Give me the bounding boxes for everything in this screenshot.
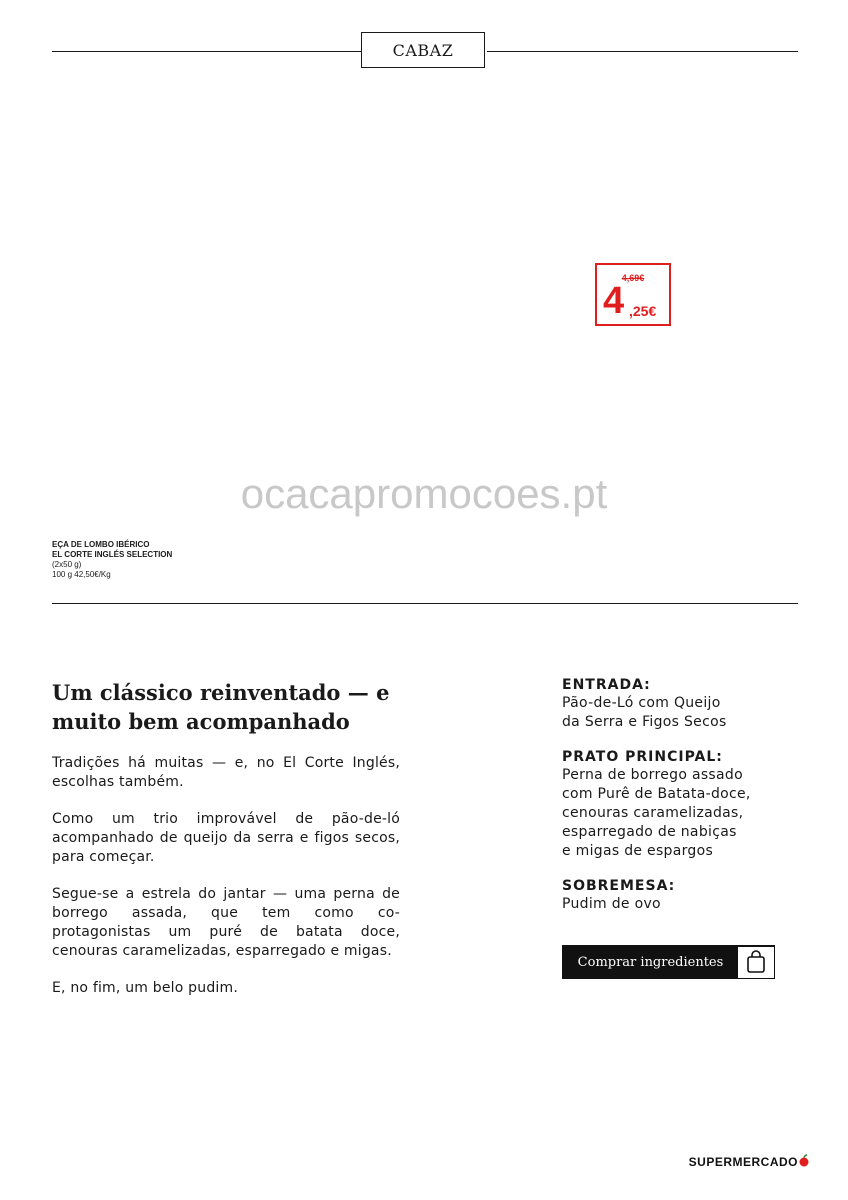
menu-main-items xyxy=(562,766,802,861)
header-rule-left xyxy=(52,51,361,52)
menu-main-heading: PRATO PRINCIPAL: xyxy=(562,749,723,765)
menu-starter-heading: ENTRADA: xyxy=(562,677,651,693)
buy-ingredients-button[interactable] xyxy=(562,945,775,979)
product-name-line2: EL CORTE INGLÉS SELECTION xyxy=(52,550,173,559)
section-divider xyxy=(52,603,798,604)
new-price-decimal: ,25€ xyxy=(629,303,657,319)
article-paragraph: E, no fim, um belo pudim. xyxy=(52,980,238,996)
menu-dessert-items xyxy=(562,895,802,914)
menu-line: esparregado de nabiças xyxy=(562,824,737,840)
section-tag: CABAZ xyxy=(361,32,485,68)
menu-dessert-heading: SOBREMESA: xyxy=(562,878,676,894)
article-body xyxy=(52,754,400,1016)
menu-line: da Serra e Figos Secos xyxy=(562,714,727,730)
product-pack: (2x50 g) xyxy=(52,560,82,569)
apple-icon xyxy=(798,1154,810,1170)
header-rule-right xyxy=(487,51,798,52)
supermercado-logo xyxy=(689,1154,810,1170)
menu-line: cenouras caramelizadas, xyxy=(562,805,744,821)
new-price-integer: 4 xyxy=(603,280,625,322)
price-tag xyxy=(595,263,671,326)
article-headline: Um clássico reinventado — e muito bem acompanhado xyxy=(52,680,390,734)
article-paragraph: Segue-se a estrela do jantar — uma perna de borrego assada, que tem como co-protagonistas um puré de batata doce, cenouras caramelizadas, esparregado e migas. xyxy=(52,886,400,959)
article-paragraph: Tradições há muitas — e, no El Corte Inglés, escolhas também. xyxy=(52,755,400,790)
menu-line: Pão-de-Ló com Queijo xyxy=(562,695,721,711)
buy-ingredients-label: Comprar ingredientes xyxy=(577,954,724,970)
watermark: ocacapromocoes.pt xyxy=(240,470,608,517)
menu-list xyxy=(562,676,802,930)
menu-line: Pudim de ovo xyxy=(562,896,661,912)
menu-line: e migas de espargos xyxy=(562,843,714,859)
menu-starter-items xyxy=(562,694,802,732)
menu-line: Perna de borrego assado xyxy=(562,767,743,783)
product-info xyxy=(52,540,172,580)
old-price: 4,69€ xyxy=(621,273,645,283)
shopping-bag-icon[interactable] xyxy=(738,947,774,978)
menu-line: com Purê de Batata-doce, xyxy=(562,786,751,802)
product-unit-price: 100 g 42,50€/Kg xyxy=(52,570,111,579)
product-name-line1: EÇA DE LOMBO IBÉRICO xyxy=(52,540,150,549)
logo-text: SUPERMERCADO xyxy=(688,1155,798,1169)
article-paragraph: Como um trio improvável de pão-de-ló acompanhado de queijo da serra e figos secos, para começar. xyxy=(52,811,400,865)
